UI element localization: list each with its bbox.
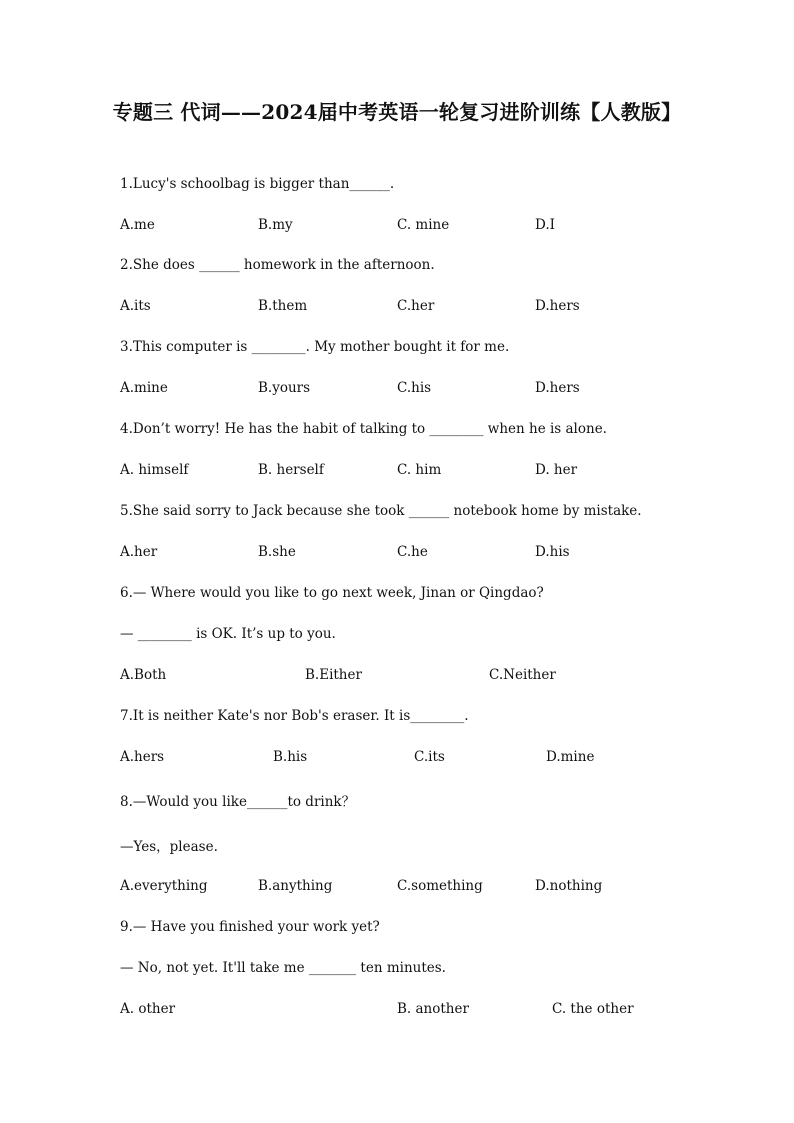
question-2-stem: 2.She does ______ homework in the afternoon. [120,257,435,273]
q5-option-b: B.she [258,544,296,560]
q8-option-a: A.everything [120,878,208,894]
q2-option-c: C.her [397,298,435,314]
q7-option-c: C.its [414,749,445,765]
q1-option-a: A.me [120,217,155,233]
q5-option-d: D.his [535,544,570,560]
question-8-stem: 8.—Would you like______to drink？ [120,794,356,810]
q6-option-a: A.Both [120,667,167,683]
q4-option-b: B. herself [258,462,324,478]
q1-option-b: B.my [258,217,293,233]
q2-option-b: B.them [258,298,308,314]
question-6-reply: — ________ is OK. It’s up to you. [120,626,336,642]
q2-option-d: D.hers [535,298,580,314]
q3-option-a: A.mine [120,380,168,396]
question-7-stem: 7.It is neither Kate's nor Bob's eraser. It is________. [120,708,469,724]
q7-option-b: B.his [273,749,308,765]
q2-option-a: A.its [120,298,151,314]
q8-option-c: C.something [397,878,483,894]
question-4-stem: 4.Don’t worry! He has the habit of talking to ________ when he is alone. [120,421,607,437]
q1-option-d: D.I [535,217,555,233]
question-9-stem: 9.— Have you finished your work yet? [120,919,380,935]
q4-option-d: D. her [535,462,578,478]
question-6-stem: 6.— Where would you like to go next week, Jinan or Qingdao? [120,585,544,601]
q4-option-c: C. him [397,462,442,478]
q6-option-b: B.Either [305,667,362,683]
q3-option-c: C.his [397,380,432,396]
question-1-stem: 1.Lucy's schoolbag is bigger than______. [120,176,395,192]
question-9-reply: — No, not yet. It'll take me _______ ten minutes. [120,960,446,976]
question-3-stem: 3.This computer is ________. My mother bought it for me. [120,339,510,355]
q7-option-a: A.hers [120,749,165,765]
question-5-stem: 5.She said sorry to Jack because she took ______ notebook home by mistake. [120,503,642,519]
q8-option-d: D.nothing [535,878,603,894]
q5-option-a: A.her [120,544,158,560]
question-8-reply: —Yes，please. [120,839,218,855]
q9-option-b: B. another [397,1001,469,1017]
q1-option-c: C. mine [397,217,450,233]
q3-option-b: B.yours [258,380,311,396]
q8-option-b: B.anything [258,878,333,894]
q3-option-d: D.hers [535,380,580,396]
q9-option-a: A. other [120,1001,176,1017]
q7-option-d: D.mine [546,749,595,765]
q6-option-c: C.Neither [489,667,556,683]
q4-option-a: A. himself [120,462,189,478]
page-title: 专题三 代词——2024届中考英语一轮复习进阶训练【人教版】 [112,100,682,124]
q9-option-c: C. the other [552,1001,634,1017]
q5-option-c: C.he [397,544,428,560]
